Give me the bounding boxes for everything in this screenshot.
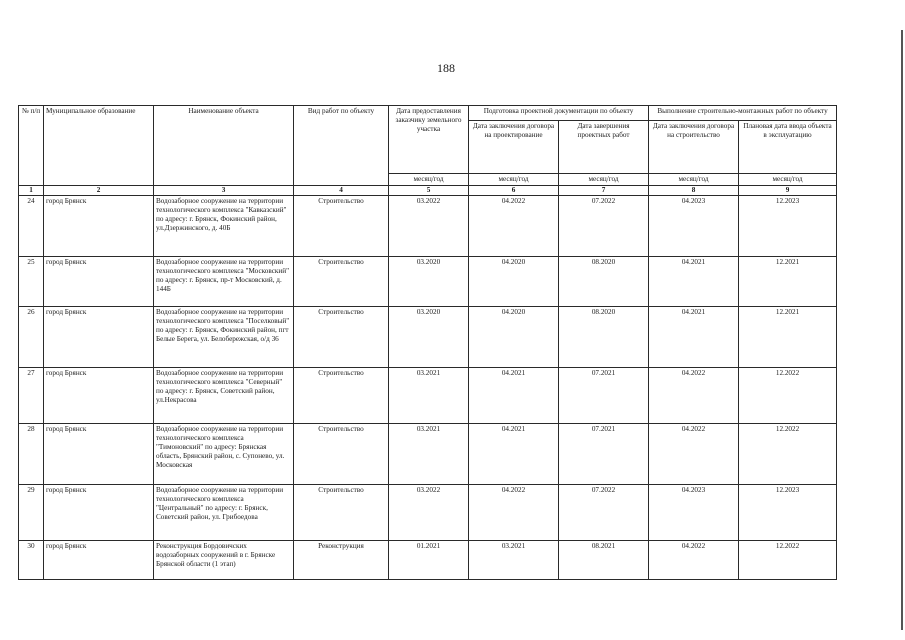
- row-number: 30: [19, 541, 44, 580]
- row-number: 28: [19, 424, 44, 485]
- row-object-name: Водозаборное сооружение на территории технологического комплекса "Кавказский" по адресу: г. Брянск, Фокинский район, ул.Дзержинского, д. 40Б: [154, 196, 294, 257]
- row-object-name: Реконструкция Бордовичских водозаборных сооружений в г. Брянске Брянской области (1 этап): [154, 541, 294, 580]
- header-commission: Плановая дата ввода объекта в эксплуатацию: [739, 121, 837, 174]
- header-num: № п/п: [19, 106, 44, 186]
- row-commission: 12.2022: [739, 368, 837, 424]
- header-unit: месяц/год: [559, 174, 649, 186]
- header-work-type: Вид работ по объекту: [294, 106, 389, 186]
- row-object-name: Водозаборное сооружение на территории технологического комплекса "Поселковый" по адресу: г. Брянск, Фокинский район, пгт Белые Берега, ул. Белобережская, о/д 36: [154, 307, 294, 368]
- table-row: [19, 485, 837, 541]
- row-object-name: Водозаборное сооружение на территории технологического комплекса "Московский" по адресу: г. Брянск, пр-т Московский, д. 144Б: [154, 257, 294, 307]
- header-design-finish: Дата завершения проектных работ: [559, 121, 649, 174]
- table-row: [19, 257, 837, 307]
- row-design-finish: 07.2021: [559, 368, 649, 424]
- row-municipality: город Брянск: [44, 368, 154, 424]
- header-design-group: Подготовка проектной документации по объекту: [469, 106, 649, 121]
- header-object-name: Наименование объекта: [154, 106, 294, 186]
- row-municipality: город Брянск: [44, 257, 154, 307]
- header-unit: месяц/год: [469, 174, 559, 186]
- row-number: 24: [19, 196, 44, 257]
- column-number: 1: [19, 186, 44, 196]
- row-design-contract: 04.2020: [469, 307, 559, 368]
- table-row: [19, 541, 837, 580]
- row-build-contract: 04.2022: [649, 424, 739, 485]
- header-municipality: Муниципальное образование: [44, 106, 154, 186]
- row-municipality: город Брянск: [44, 541, 154, 580]
- row-design-contract: 04.2021: [469, 368, 559, 424]
- row-commission: 12.2021: [739, 257, 837, 307]
- table-row: [19, 307, 837, 368]
- row-work-type: Строительство: [294, 307, 389, 368]
- objects-table: [18, 105, 837, 580]
- row-design-contract: 04.2021: [469, 424, 559, 485]
- row-work-type: Строительство: [294, 257, 389, 307]
- row-build-contract: 04.2021: [649, 307, 739, 368]
- column-number: 3: [154, 186, 294, 196]
- column-number: 8: [649, 186, 739, 196]
- column-number-row: [19, 186, 837, 196]
- row-commission: 12.2023: [739, 196, 837, 257]
- row-build-contract: 04.2023: [649, 485, 739, 541]
- row-design-contract: 04.2022: [469, 196, 559, 257]
- column-number: 7: [559, 186, 649, 196]
- row-work-type: Строительство: [294, 368, 389, 424]
- row-object-name: Водозаборное сооружение на территории технологического комплекса "Центральный" по адресу: г. Брянск, Советский район, ул. Грибоедова: [154, 485, 294, 541]
- column-number: 9: [739, 186, 837, 196]
- row-municipality: город Брянск: [44, 307, 154, 368]
- row-commission: 12.2022: [739, 424, 837, 485]
- row-design-finish: 07.2022: [559, 196, 649, 257]
- header-unit: месяц/год: [649, 174, 739, 186]
- row-object-name: Водозаборное сооружение на территории технологического комплекса "Тимоновский" по адресу: Брянская область, Брянский район, с. Супонево, ул. Московская: [154, 424, 294, 485]
- column-number: 4: [294, 186, 389, 196]
- row-number: 25: [19, 257, 44, 307]
- row-design-contract: 04.2020: [469, 257, 559, 307]
- header-unit: месяц/год: [389, 174, 469, 186]
- row-commission: 12.2023: [739, 485, 837, 541]
- row-municipality: город Брянск: [44, 424, 154, 485]
- row-work-type: Строительство: [294, 485, 389, 541]
- row-commission: 12.2022: [739, 541, 837, 580]
- header-land-date: Дата предоставления заказчику земельного участка: [389, 106, 469, 174]
- header-design-contract: Дата заключения договора на проектирование: [469, 121, 559, 174]
- row-design-finish: 07.2022: [559, 485, 649, 541]
- header-build-group: Выполнение строительно-монтажных работ по объекту: [649, 106, 837, 121]
- row-object-name: Водозаборное сооружение на территории технологического комплекса "Северный" по адресу: г. Брянск, Советский район, ул.Некрасова: [154, 368, 294, 424]
- header-build-contract: Дата заключения договора на строительство: [649, 121, 739, 174]
- column-number: 5: [389, 186, 469, 196]
- row-number: 29: [19, 485, 44, 541]
- row-land-date: 01.2021: [389, 541, 469, 580]
- row-build-contract: 04.2023: [649, 196, 739, 257]
- row-work-type: Строительство: [294, 424, 389, 485]
- row-land-date: 03.2022: [389, 485, 469, 541]
- table-row: [19, 196, 837, 257]
- row-design-finish: 08.2020: [559, 307, 649, 368]
- column-number: 6: [469, 186, 559, 196]
- row-land-date: 03.2021: [389, 368, 469, 424]
- row-design-finish: 08.2020: [559, 257, 649, 307]
- table-header: [19, 106, 837, 196]
- row-build-contract: 04.2022: [649, 368, 739, 424]
- row-land-date: 03.2020: [389, 307, 469, 368]
- row-municipality: город Брянск: [44, 485, 154, 541]
- page-edge-line: [901, 30, 903, 630]
- row-design-finish: 07.2021: [559, 424, 649, 485]
- row-design-contract: 03.2021: [469, 541, 559, 580]
- row-work-type: Строительство: [294, 196, 389, 257]
- table-body: [19, 196, 837, 580]
- row-commission: 12.2021: [739, 307, 837, 368]
- row-design-contract: 04.2022: [469, 485, 559, 541]
- column-number: 2: [44, 186, 154, 196]
- table-row: [19, 368, 837, 424]
- table-row: [19, 424, 837, 485]
- header-unit: месяц/год: [739, 174, 837, 186]
- row-design-finish: 08.2021: [559, 541, 649, 580]
- page-number: 188: [437, 61, 455, 75]
- row-work-type: Реконструкция: [294, 541, 389, 580]
- row-land-date: 03.2021: [389, 424, 469, 485]
- row-land-date: 03.2020: [389, 257, 469, 307]
- row-build-contract: 04.2022: [649, 541, 739, 580]
- row-municipality: город Брянск: [44, 196, 154, 257]
- row-number: 27: [19, 368, 44, 424]
- row-number: 26: [19, 307, 44, 368]
- row-land-date: 03.2022: [389, 196, 469, 257]
- row-build-contract: 04.2021: [649, 257, 739, 307]
